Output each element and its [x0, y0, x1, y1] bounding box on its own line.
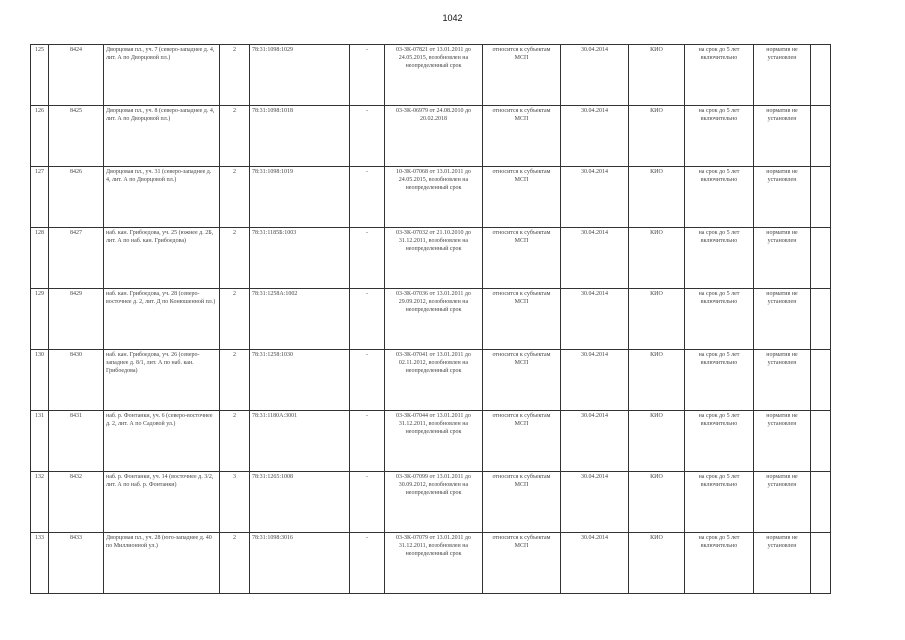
object-id: 8425 [49, 106, 104, 167]
cadastral-number: 78:31:1098:1029 [250, 45, 350, 106]
table-row [31, 533, 831, 594]
empty-cell [811, 167, 831, 228]
object-id: 8427 [49, 228, 104, 289]
object-address: наб. кан. Грибоедова, уч. 25 (южнее д. 2Б, лит. А по наб. кан. Грибоедова) [104, 228, 220, 289]
record-date: 30.04.2014 [561, 289, 629, 350]
norm-status: норматив не установлен [754, 45, 811, 106]
authority: КИО [629, 228, 685, 289]
contract-details: 03-ЗК-07079 от 13.01.2011 до 31.12.2011, возобновлен на неопределенный срок [385, 533, 483, 594]
lease-term: на срок до 5 лет включительно [685, 45, 754, 106]
empty-cell [811, 45, 831, 106]
floors-count: 3 [220, 472, 250, 533]
contract-details: 03-ЗК-07099 от 13.01.2011 до 30.09.2012, возобновлен на неопределенный срок [385, 472, 483, 533]
empty-value: - [350, 167, 385, 228]
row-number: 133 [31, 533, 49, 594]
row-number: 129 [31, 289, 49, 350]
record-date: 30.04.2014 [561, 411, 629, 472]
contract-details: 03-ЗК-07032 от 21.10.2010 до 31.12.2011, возобновлен на неопределенный срок [385, 228, 483, 289]
empty-value: - [350, 350, 385, 411]
object-address: Дворцовая пл., уч. 28 (юго-западнее д. 40 по Миллионной ул.) [104, 533, 220, 594]
record-date: 30.04.2014 [561, 350, 629, 411]
empty-value: - [350, 533, 385, 594]
sme-status: относится к субъектам МСП [483, 411, 561, 472]
empty-value: - [350, 228, 385, 289]
sme-status: относится к субъектам МСП [483, 350, 561, 411]
cadastral-number: 78:31:1098:1019 [250, 167, 350, 228]
table-row [31, 411, 831, 472]
object-address: Дворцовая пл., уч. 8 (северо-западнее д. 4, лит. А по Дворцовой пл.) [104, 106, 220, 167]
table-row [31, 228, 831, 289]
floors-count: 2 [220, 533, 250, 594]
sme-status: относится к субъектам МСП [483, 167, 561, 228]
object-address: наб. кан. Грибоедова, уч. 26 (северо-западнее д. 8/1, лит. А по наб. кан. Грибоедова) [104, 350, 220, 411]
object-id: 8432 [49, 472, 104, 533]
lease-term: на срок до 5 лет включительно [685, 167, 754, 228]
empty-value: - [350, 106, 385, 167]
row-number: 132 [31, 472, 49, 533]
registry-table [30, 44, 831, 594]
lease-term: на срок до 5 лет включительно [685, 472, 754, 533]
object-address: Дворцовая пл., уч. 7 (северо-западнее д. 4, лит. А по Дворцовой пл.) [104, 45, 220, 106]
page-number: 1042 [442, 13, 463, 23]
empty-cell [811, 106, 831, 167]
sme-status: относится к субъектам МСП [483, 45, 561, 106]
empty-cell [811, 228, 831, 289]
lease-term: на срок до 5 лет включительно [685, 289, 754, 350]
cadastral-number: 78:31:1098:3016 [250, 533, 350, 594]
object-id: 8424 [49, 45, 104, 106]
empty-cell [811, 472, 831, 533]
lease-term: на срок до 5 лет включительно [685, 411, 754, 472]
table-row [31, 472, 831, 533]
norm-status: норматив не установлен [754, 167, 811, 228]
floors-count: 2 [220, 167, 250, 228]
object-id: 8426 [49, 167, 104, 228]
object-id: 8429 [49, 289, 104, 350]
empty-value: - [350, 472, 385, 533]
object-id: 8433 [49, 533, 104, 594]
object-address: наб. кан. Грибоедова, уч. 28 (северо-восточнее д. 2, лит. Д по Конюшенной пл.) [104, 289, 220, 350]
norm-status: норматив не установлен [754, 472, 811, 533]
contract-details: 03-ЗК-07044 от 13.01.2011 до 31.12.2011, возобновлен на неопределенный срок [385, 411, 483, 472]
authority: КИО [629, 350, 685, 411]
norm-status: норматив не установлен [754, 228, 811, 289]
lease-term: на срок до 5 лет включительно [685, 106, 754, 167]
floors-count: 2 [220, 289, 250, 350]
table-row [31, 167, 831, 228]
sme-status: относится к субъектам МСП [483, 472, 561, 533]
row-number: 131 [31, 411, 49, 472]
cadastral-number: 78:31:1180А:3001 [250, 411, 350, 472]
cadastral-number: 78:31:1265:1008 [250, 472, 350, 533]
lease-term: на срок до 5 лет включительно [685, 533, 754, 594]
lease-term: на срок до 5 лет включительно [685, 228, 754, 289]
table-row [31, 106, 831, 167]
contract-details: 03-ЗК-07036 от 13.01.2011 до 29.09.2012, возобновлен на неопределенный срок [385, 289, 483, 350]
empty-cell [811, 350, 831, 411]
row-number: 130 [31, 350, 49, 411]
contract-details: 03-ЗК-07041 от 13.01.2011 до 02.11.2012, возобновлен на неопределенный срок [385, 350, 483, 411]
contract-details: 03-ЗК-06979 от 24.08.2010 до 20.02.2018 [385, 106, 483, 167]
object-id: 8430 [49, 350, 104, 411]
authority: КИО [629, 167, 685, 228]
authority: КИО [629, 472, 685, 533]
object-id: 8431 [49, 411, 104, 472]
norm-status: норматив не установлен [754, 411, 811, 472]
row-number: 127 [31, 167, 49, 228]
authority: КИО [629, 106, 685, 167]
contract-details: 10-ЗК-07068 от 13.01.2011 до 24.05.2015, возобновлен на неопределенный срок [385, 167, 483, 228]
record-date: 30.04.2014 [561, 228, 629, 289]
record-date: 30.04.2014 [561, 106, 629, 167]
norm-status: норматив не установлен [754, 533, 811, 594]
cadastral-number: 78:31:1258А:1002 [250, 289, 350, 350]
table-row [31, 289, 831, 350]
object-address: наб. р. Фонтанки, уч. 6 (северо-восточнее д. 2, лит. А по Садовой ул.) [104, 411, 220, 472]
row-number: 125 [31, 45, 49, 106]
sme-status: относится к субъектам МСП [483, 228, 561, 289]
authority: КИО [629, 411, 685, 472]
empty-value: - [350, 45, 385, 106]
registry-body [31, 45, 831, 594]
authority: КИО [629, 45, 685, 106]
lease-term: на срок до 5 лет включительно [685, 350, 754, 411]
authority: КИО [629, 289, 685, 350]
sme-status: относится к субъектам МСП [483, 533, 561, 594]
record-date: 30.04.2014 [561, 533, 629, 594]
floors-count: 2 [220, 228, 250, 289]
floors-count: 2 [220, 45, 250, 106]
object-address: наб. р. Фонтанки, уч. 14 (восточнее д. 3/2, лит. А по наб. р. Фонтанки) [104, 472, 220, 533]
record-date: 30.04.2014 [561, 45, 629, 106]
table-row [31, 45, 831, 106]
floors-count: 2 [220, 106, 250, 167]
empty-cell [811, 533, 831, 594]
sme-status: относится к субъектам МСП [483, 106, 561, 167]
cadastral-number: 78:31:1185Б:1003 [250, 228, 350, 289]
floors-count: 2 [220, 411, 250, 472]
object-address: Дворцовая пл., уч. 31 (северо-западнее д. 4, лит. А по Дворцовой пл.) [104, 167, 220, 228]
empty-cell [811, 289, 831, 350]
record-date: 30.04.2014 [561, 472, 629, 533]
contract-details: 03-ЗК-07821 от 13.01.2011 до 24.05.2015, возобновлен на неопределенный срок [385, 45, 483, 106]
floors-count: 2 [220, 350, 250, 411]
row-number: 126 [31, 106, 49, 167]
norm-status: норматив не установлен [754, 350, 811, 411]
norm-status: норматив не установлен [754, 289, 811, 350]
sme-status: относится к субъектам МСП [483, 289, 561, 350]
table-row [31, 350, 831, 411]
cadastral-number: 78:31:1258:1030 [250, 350, 350, 411]
cadastral-number: 78:31:1098:1018 [250, 106, 350, 167]
empty-value: - [350, 289, 385, 350]
record-date: 30.04.2014 [561, 167, 629, 228]
authority: КИО [629, 533, 685, 594]
empty-cell [811, 411, 831, 472]
row-number: 128 [31, 228, 49, 289]
empty-value: - [350, 411, 385, 472]
norm-status: норматив не установлен [754, 106, 811, 167]
